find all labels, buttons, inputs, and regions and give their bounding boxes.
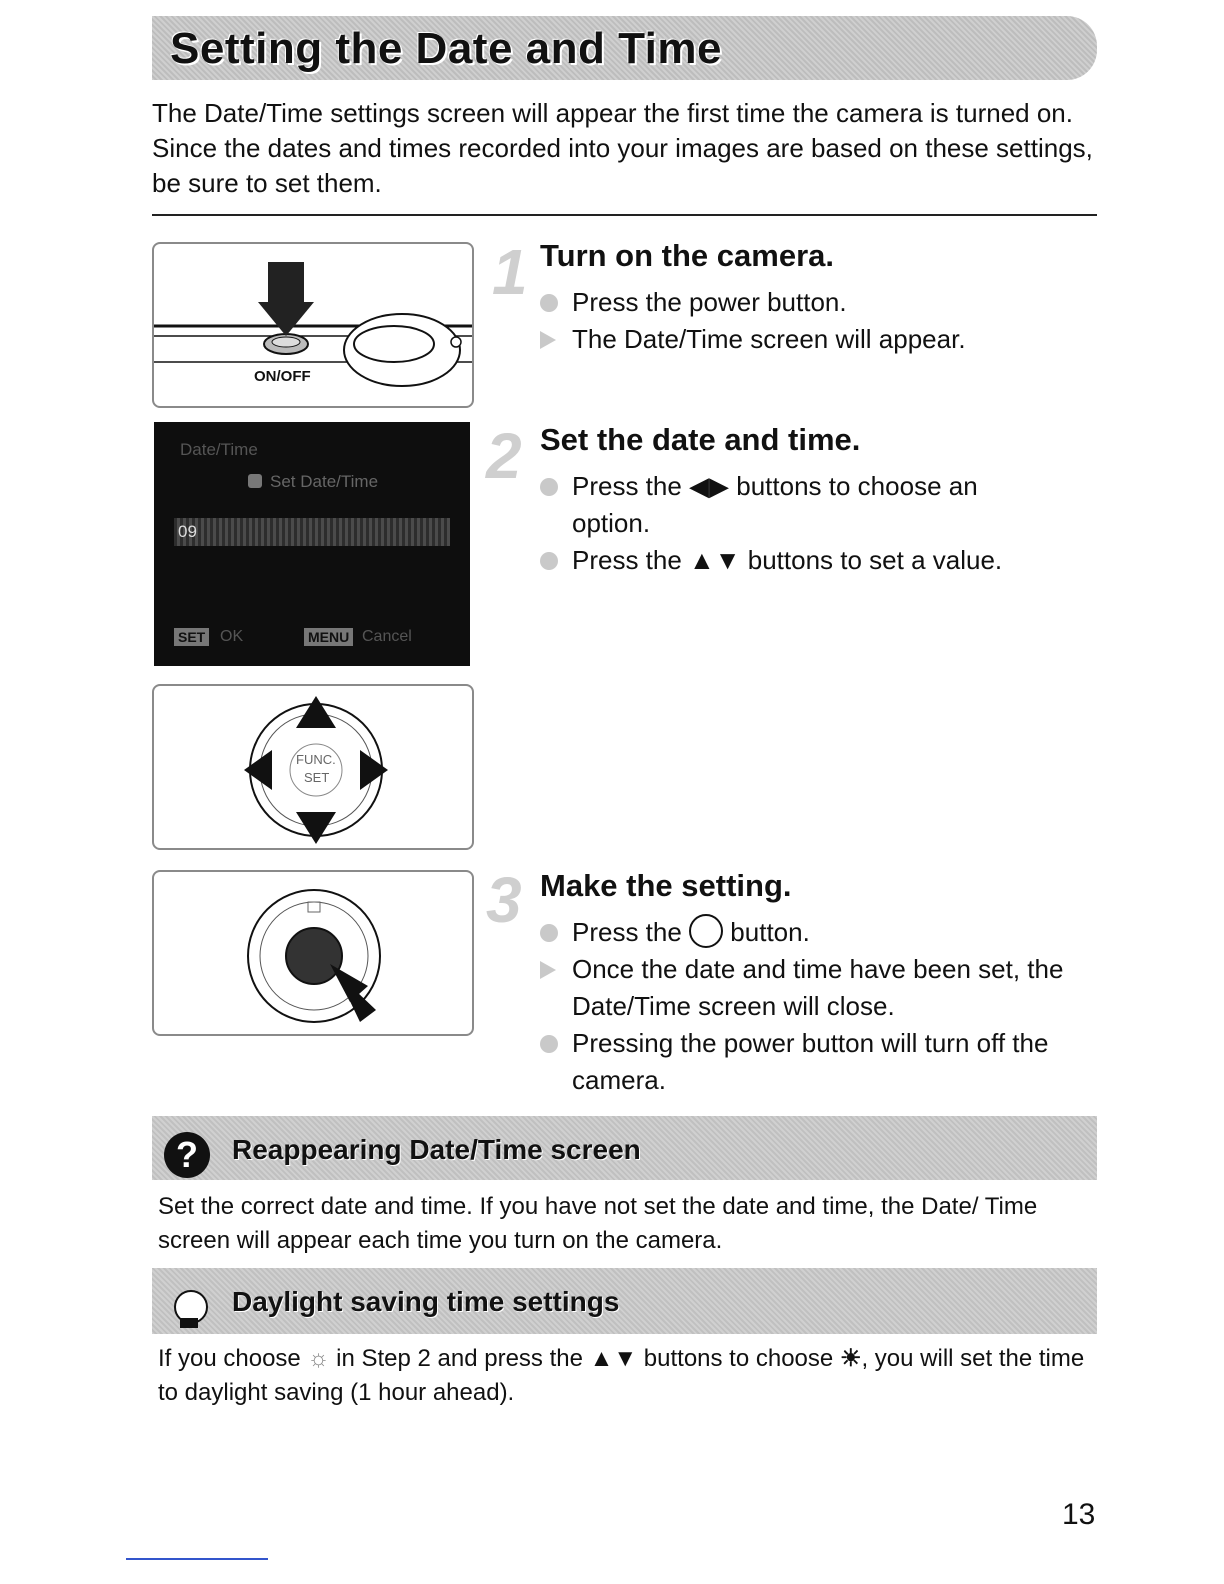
bullet-text: Press the [572,917,682,947]
control-dial-arrows-illustration [154,686,472,848]
power-label: ON/OFF [254,368,311,385]
power-button-figure [152,242,474,408]
action-bullet-icon [540,1035,558,1053]
footer-line [126,1558,268,1560]
note-1-title: Reappearing Date/Time screen [232,1134,641,1165]
list-item [540,468,1060,542]
step-2-heading: Set the date and time. [540,422,861,457]
clock-icon [248,474,262,488]
power-button-illustration [154,244,472,406]
intro-paragraph: The Date/Time settings screen will appear the first time the camera is turned on. Since the dates and times recorded into your images are based on these settings, be sure to set them. [152,98,1093,198]
step-1-heading: Turn on the camera. [540,238,834,273]
bullet-text: Press the power button. [572,287,847,317]
lcd-ok: OK [220,628,244,645]
note-2-text-c: , you will set the time to daylight saving (1 hour ahead). [158,1345,1085,1406]
note-2-text-b: in Step 2 and press the ▲▼ buttons to choose [336,1345,834,1372]
result-arrow-icon [540,961,556,979]
bullet-text: button. [730,917,810,947]
lcd-cancel: Cancel [362,628,412,645]
action-bullet-icon [540,924,558,942]
func-set-press-illustration [154,872,472,1034]
list-item [540,321,1100,358]
divider [152,214,1097,216]
list-item [540,914,1100,951]
lightbulb-base-icon [180,1318,198,1328]
step-3-bullets [540,914,1100,1099]
bullet-text: Pressing the power button will turn off the camera. [572,1028,1049,1096]
step-2-bullets [540,468,1060,579]
note-2-text [158,1342,1098,1410]
step-number-1: 1 [492,236,528,308]
list-item [540,542,1060,579]
func-set-figure [152,870,474,1036]
lcd-set-button: SET [174,628,209,646]
lcd-subtitle: Set Date/Time [270,472,379,491]
list-item [540,951,1100,1025]
func-set-button-icon [689,914,723,948]
page-number: 13 [1062,1498,1096,1531]
step-number-2: 2 [486,420,522,492]
bullet-text: Press the ▲▼ buttons to set a value. [572,545,1003,575]
action-bullet-icon [540,294,558,312]
action-bullet-icon [540,478,558,496]
step-1-bullets [540,284,1100,358]
daylight-on-icon: ☀ [839,1345,862,1372]
bullet-text: Once the date and time have been set, the Date/Time screen will close. [572,954,1064,1022]
question-icon: ? [164,1132,210,1178]
step-number-3: 3 [486,864,522,936]
lcd-screen-figure [154,422,470,666]
note-1-text: Set the correct date and time. If you have not set the date and time, the Date/ Time screen will appear each time you turn on the camera. [158,1193,1038,1254]
list-item [540,284,1100,321]
note-2-text-a: If you choose [158,1345,301,1372]
action-bullet-icon [540,552,558,570]
list-item [540,1025,1100,1099]
step-3-heading: Make the setting. [540,868,792,903]
note-2-title: Daylight saving time settings [232,1286,620,1317]
func-label: FUNC. [296,752,336,767]
page-title: Setting the Date and Time [170,24,722,73]
lcd-value: 09 [178,522,197,541]
set-label: SET [304,770,330,785]
daylight-off-icon: ☼ [307,1345,330,1372]
result-arrow-icon [540,331,556,349]
lcd-title: Date/Time [180,440,258,459]
lcd-date-field [174,518,450,546]
control-dial-figure [152,684,474,850]
bullet-text: Press the ◀▶ buttons to choose an option. [572,471,978,538]
bullet-text: The Date/Time screen will appear. [572,324,966,354]
lcd-menu-button: MENU [304,628,353,646]
